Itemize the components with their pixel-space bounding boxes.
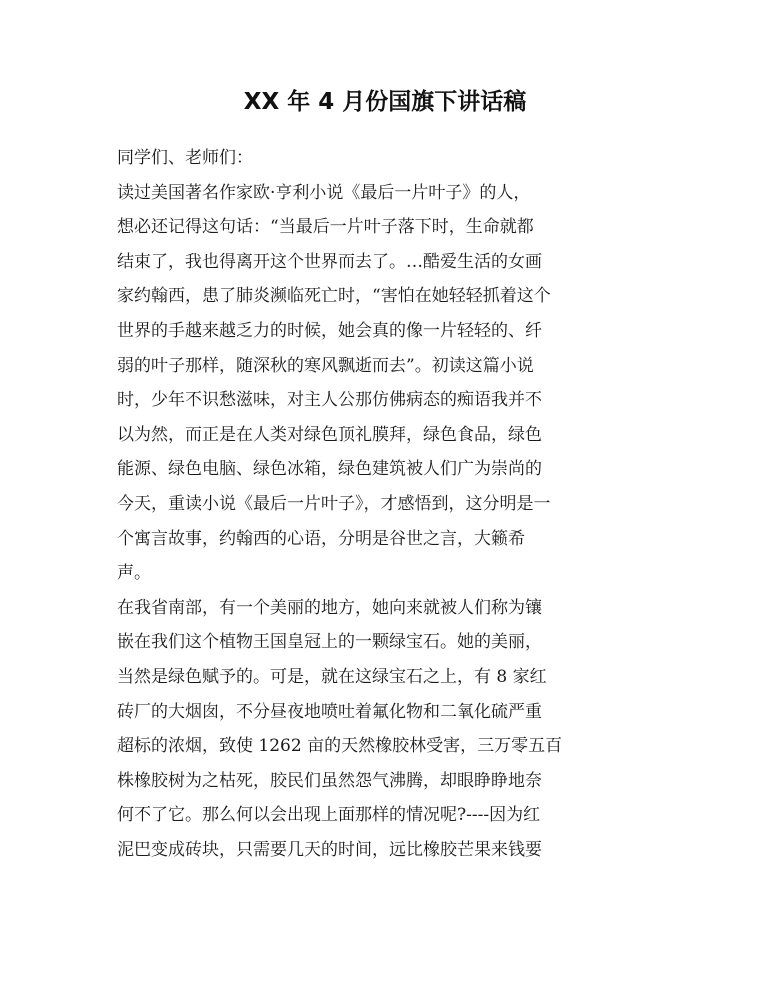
text-line: 当然是绿色赋予的。可是，就在这绿宝石之上，有 8 家红 — [117, 666, 547, 687]
text-line: 同学们、老师们： — [117, 148, 253, 168]
text-line: 弱的叶子那样，随深秋的寒风飘逝而去”。初读这篇小说 — [117, 355, 534, 376]
text-line: 能源、绿色电脑、绿色冰箱，绿色建筑被人们广为崇尚的 — [117, 459, 542, 480]
document-body — [117, 141, 647, 867]
text-line: 结束了，我也得离开这个世界而去了。…酷爱生活的女画 — [117, 251, 542, 272]
text-line: 超标的浓烟，致使 1262 亩的天然橡胶林受害，三万零五百 — [117, 736, 563, 757]
text-line: 在我省南部，有一个美丽的地方，她向来就被人们称为镶 — [117, 597, 542, 618]
text-line: 个寓言故事，约翰西的心语，分明是谷世之言，大籁希 — [117, 528, 525, 549]
text-line: 世界的手越来越乏力的时候，她会真的像一片轻轻的、纤 — [117, 320, 542, 341]
text-line: 砖厂的大烟囱，不分昼夜地喷吐着氟化物和二氧化硫严重 — [117, 701, 542, 722]
text-line: 泥巴变成砖块，只需要几天的时间，远比橡胶芒果来钱要 — [117, 839, 542, 860]
document-title: XX 年 4 月份国旗下讲话稿 — [243, 89, 527, 115]
text-line: 嵌在我们这个植物王国皇冠上的一颗绿宝石。她的美丽， — [117, 632, 542, 653]
text-line: 时，少年不识愁滋味，对主人公那仿佛病态的痴语我并不 — [117, 390, 542, 411]
text-line: 今天，重读小说《最后一片叶子》，才感悟到，这分明是一 — [117, 493, 551, 514]
text-line: 读过美国著名作家欧·亨利小说《最后一片叶子》的人， — [117, 182, 531, 203]
text-line: 株橡胶树为之枯死，胶民们虽然怨气沸腾，却眼睁睁地奈 — [117, 770, 542, 791]
text-line: 家约翰西，患了肺炎濒临死亡时，“害怕在她轻轻抓着这个 — [117, 286, 551, 307]
text-line: 以为然，而正是在人类对绿色顶礼膜拜，绿色食品，绿色 — [117, 424, 542, 445]
text-line: 声。 — [117, 563, 151, 584]
text-line: 想必还记得这句话：“当最后一片叶子落下时，生命就都 — [117, 217, 534, 238]
text-line: 何不了它。那么何以会出现上面那样的情况呢?----因为红 — [117, 805, 541, 826]
